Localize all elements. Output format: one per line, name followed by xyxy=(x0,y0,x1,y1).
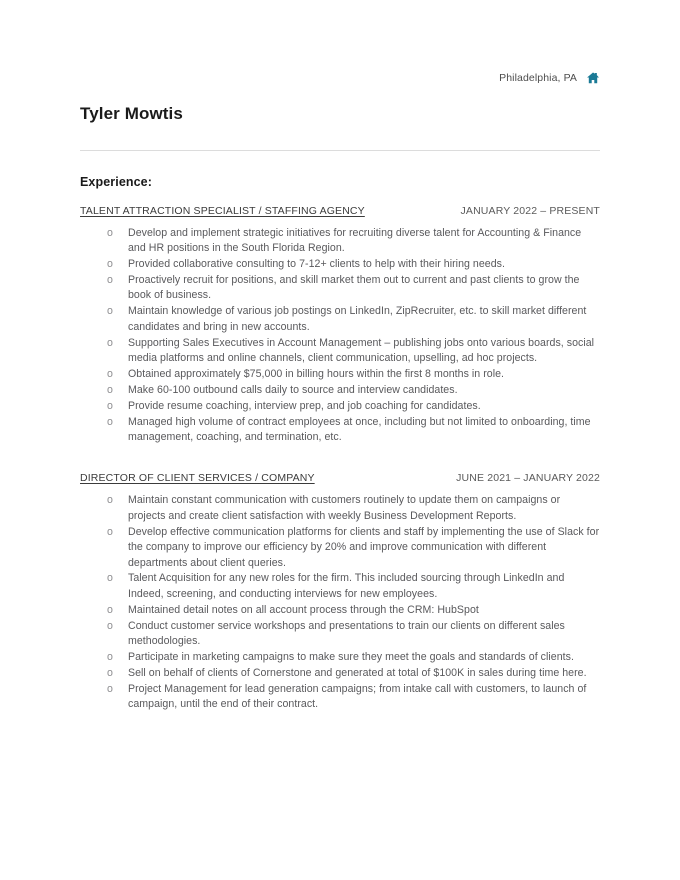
list-item-text: Proactively recruit for positions, and skill market them out to current and past clients to grow the book of business. xyxy=(128,273,580,302)
list-item xyxy=(80,226,600,257)
bullet-marker-icon: o xyxy=(107,682,113,695)
list-item xyxy=(80,367,600,382)
bullet-marker-icon: o xyxy=(107,525,113,538)
list-item-text: Develop and implement strategic initiatives for recruiting diverse talent for Accounting & Finance and HR positions in the South Florida Region. xyxy=(128,226,582,255)
list-item xyxy=(80,666,600,681)
job-entry xyxy=(80,472,600,712)
list-item-text: Project Management for lead generation campaigns; from intake call with customers, to launch of campaign, until the end of their contract. xyxy=(128,682,587,711)
job-dates: JANUARY 2022 – PRESENT xyxy=(460,204,600,217)
list-item-text: Maintain constant communication with customers routinely to update them on campaigns or projects and create client satisfaction with weekly Business Development Reports. xyxy=(128,494,561,522)
list-item xyxy=(80,257,600,272)
bullet-marker-icon: o xyxy=(107,415,113,428)
page-title: Tyler Mowtis xyxy=(80,104,183,123)
section-heading-experience: Experience: xyxy=(80,174,152,189)
bullet-marker-icon: o xyxy=(107,619,113,632)
bullet-marker-icon: o xyxy=(107,258,113,270)
bullet-marker-icon: o xyxy=(107,603,113,616)
list-item-text: Obtained approximately $75,000 in billing hours within the first 8 months in role. xyxy=(128,367,505,380)
list-item xyxy=(80,525,600,571)
list-item-text: Develop effective communication platforms for clients and staff by implementing the use of Slack for the company to improve our efficiency by 20% and improve communication with different departments about client queries. xyxy=(128,525,600,569)
list-item-text: Supporting Sales Executives in Account Management – publishing jobs onto various boards, social media platforms and online channels, client communication, upselling, ad hoc projects. xyxy=(128,336,595,364)
job-entry xyxy=(80,205,600,446)
job-dates: JUNE 2021 – JANUARY 2022 xyxy=(456,472,600,485)
list-item xyxy=(80,650,600,665)
list-item-text: Maintained detail notes on all account process through the CRM: HubSpot xyxy=(128,603,479,616)
bullet-marker-icon: o xyxy=(107,305,113,318)
list-item-text: Talent Acquisition for any new roles for the firm. This included sourcing through LinkedIn and Indeed, screening, and conducting interviews for new employees. xyxy=(128,572,565,600)
list-item-text: Conduct customer service workshops and presentations to train our clients on different sales methodologies. xyxy=(128,619,565,648)
list-item xyxy=(80,273,600,304)
job-bullet-list xyxy=(80,226,600,446)
bullet-marker-icon: o xyxy=(107,273,113,286)
job-header xyxy=(80,205,600,217)
bullet-marker-icon: o xyxy=(107,666,113,679)
contact-header xyxy=(80,0,600,88)
bullet-marker-icon: o xyxy=(107,226,113,239)
bullet-marker-icon: o xyxy=(107,336,113,349)
job-title: TALENT ATTRACTION SPECIALIST / STAFFING AGENCY xyxy=(80,204,365,217)
name-block xyxy=(80,105,600,124)
list-item-text: Managed high volume of contract employees at once, including but not limited to onboarding, time management, coaching, and termination, etc. xyxy=(128,415,591,443)
list-item xyxy=(80,571,600,602)
bullet-marker-icon: o xyxy=(107,572,113,585)
bullet-marker-icon: o xyxy=(107,383,113,396)
job-title: DIRECTOR OF CLIENT SERVICES / COMPANY xyxy=(80,472,315,485)
list-item xyxy=(80,415,600,446)
list-item-text: Participate in marketing campaigns to make sure they meet the goals and standards of clients. xyxy=(128,650,574,663)
list-item xyxy=(80,493,600,524)
bullet-marker-icon: o xyxy=(107,494,113,507)
list-item-text: Sell on behalf of clients of Cornerstone and generated at total of $100K in sales during time here. xyxy=(128,666,587,679)
list-item xyxy=(80,383,600,398)
list-item xyxy=(80,682,600,713)
list-item-text: Maintain knowledge of various job postings on LinkedIn, ZipRecruiter, etc. to skill market different candidates and bring in new accounts. xyxy=(128,305,587,333)
list-item xyxy=(80,399,600,414)
home-icon xyxy=(586,71,600,85)
list-item xyxy=(80,603,600,618)
job-bullet-list xyxy=(80,493,600,712)
location-text: Philadelphia, PA xyxy=(499,72,577,84)
list-item xyxy=(80,619,600,650)
bullet-marker-icon: o xyxy=(107,650,113,663)
experience-section xyxy=(80,175,600,713)
bullet-marker-icon: o xyxy=(107,367,113,380)
list-item-text: Provided collaborative consulting to 7-12+ clients to help with their hiring needs. xyxy=(128,258,505,270)
list-item-text: Make 60-100 outbound calls daily to source and interview candidates. xyxy=(128,383,458,396)
list-item xyxy=(80,336,600,367)
header-divider xyxy=(80,150,600,151)
job-header xyxy=(80,472,600,484)
list-item xyxy=(80,304,600,335)
list-item-text: Provide resume coaching, interview prep, and job coaching for candidates. xyxy=(128,399,481,412)
bullet-marker-icon: o xyxy=(107,399,113,412)
